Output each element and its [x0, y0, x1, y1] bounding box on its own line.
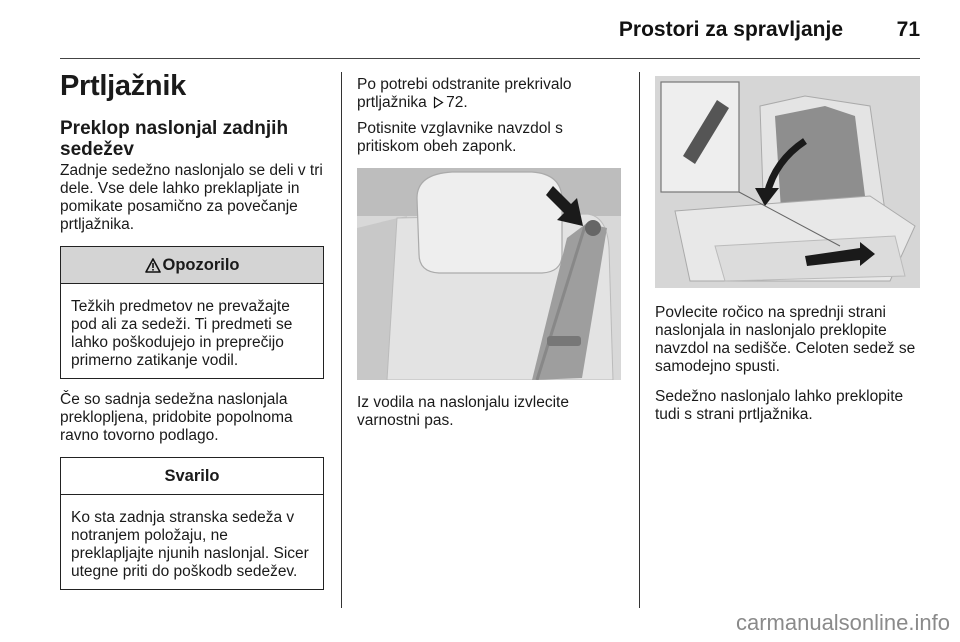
column-1 [60, 70, 324, 602]
cover-page-reference[interactable]: 72. [446, 94, 468, 111]
headrest-seatbelt-image [357, 168, 621, 380]
headrest-paragraph: Potisnite vzglavnike navzdol s pritiskom obeh zaponk. [357, 120, 563, 155]
fold-paragraph: Povlecite ročico na sprednji strani naslonjala in naslonjalo preklopite navzdol na sedišče. Celoten sedež se samodejno spusti. [655, 304, 916, 375]
headrest-illustration [357, 168, 621, 380]
caution-title: Svarilo [164, 466, 220, 485]
flat-floor-paragraph: Če so sadnja sedežna naslonjala preklopljena, pridobite popolnoma ravno tovorno podlago. [60, 391, 293, 444]
column-divider-right [639, 72, 640, 608]
cover-text: Po potrebi odstranite prekrivalo prtljažnika [357, 76, 572, 111]
column-divider-left [341, 72, 342, 608]
caution-box [60, 457, 324, 590]
page-header-title: Prostori za spravljanje [618, 18, 843, 41]
warning-triangle-icon [145, 258, 161, 273]
cover-paragraph [357, 76, 621, 112]
caution-text: Ko sta zadnja stranska sedeža v notranjem položaju, ne preklapljajte njunih naslonjal. Sicer utegne priti do poškodb sedežev. [71, 509, 309, 580]
column-2 [357, 76, 621, 442]
caution-header [61, 458, 323, 495]
warning-text: Težkih predmetov ne prevažajte pod ali za sedeži. Ti predmeti se lahko poškodujejo in preprečijo primerno zatikanje vodil. [71, 298, 293, 369]
warning-box [60, 246, 324, 379]
footer-watermark: carmanualsonline.info [735, 610, 950, 635]
seatbelt-paragraph: Iz vodila na naslonjalu izvlecite varnostni pas. [357, 394, 569, 429]
warning-header [61, 247, 323, 284]
backrest-fold-image [655, 76, 920, 288]
header-rule [60, 58, 920, 59]
trunk-side-paragraph: Sedežno naslonjalo lahko preklopite tudi s strani prtljažnika. [655, 388, 904, 423]
column-3 [655, 76, 920, 436]
intro-paragraph: Zadnje sedežno naslonjalo se deli v tri dele. Vse dele lahko preklapljate in pomikate posamično za povečanje prtljažnika. [60, 162, 323, 233]
section-title: Prtljažnik [60, 70, 186, 102]
cross-reference-triangle-icon[interactable] [433, 96, 444, 109]
warning-title: Opozorilo [162, 255, 240, 274]
backrest-fold-illustration [655, 76, 920, 288]
page-number: 71 [896, 18, 920, 41]
subsection-title: Preklop naslonjal zadnjih sedežev [60, 118, 289, 160]
